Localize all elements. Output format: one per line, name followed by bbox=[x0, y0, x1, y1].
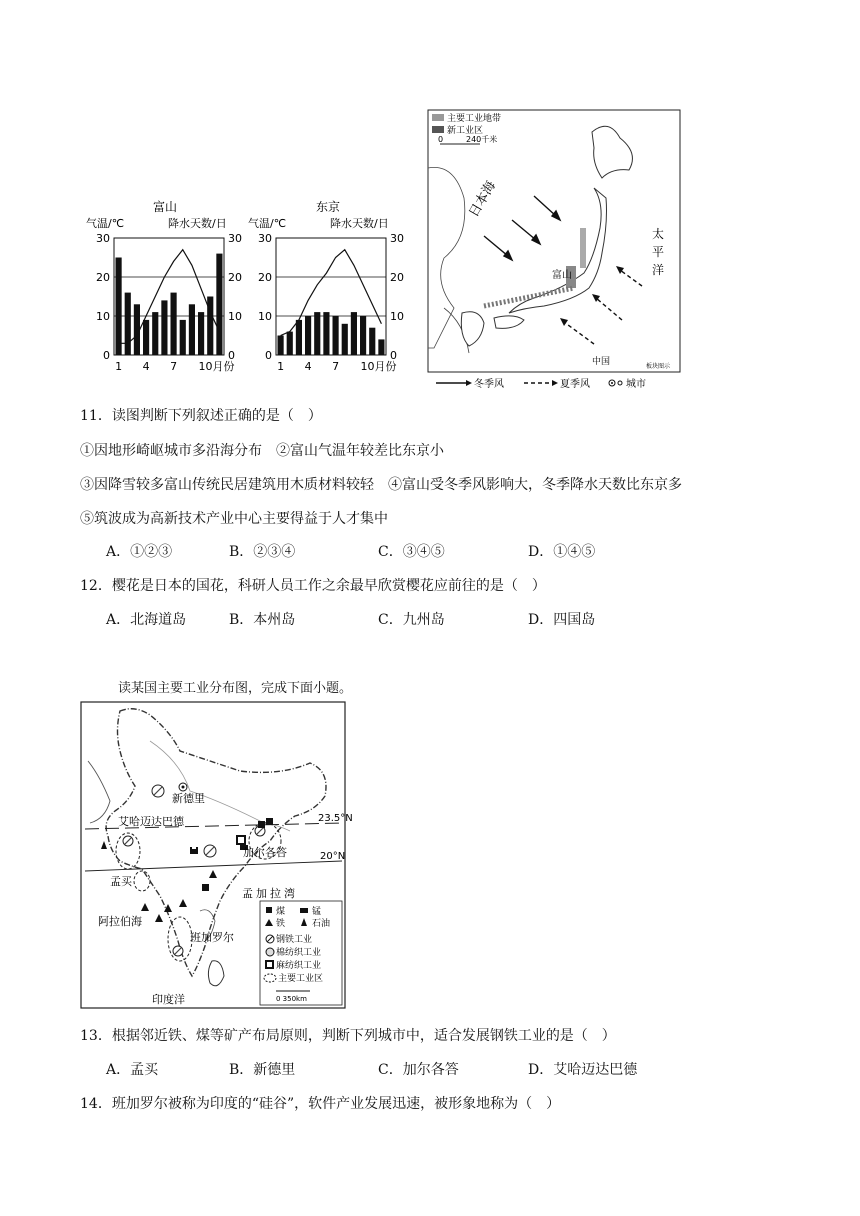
q12-option-b[interactable]: B．本州岛 bbox=[229, 612, 296, 628]
china-label: 中国 bbox=[592, 357, 611, 367]
label-mumbai: 孟买 bbox=[110, 875, 132, 888]
climate-charts bbox=[80, 195, 410, 380]
lat-20: 20°N bbox=[320, 851, 346, 862]
fushan-tick-right: 0 bbox=[228, 349, 235, 362]
tokyo-month-label: 1 bbox=[277, 360, 285, 373]
fushan-month-label: 10月份 bbox=[198, 360, 235, 373]
legend-iron: 铁 bbox=[276, 919, 286, 929]
q11-statement-1: ①因地形崎岖城市多沿海分布 ②富山气温年较差比东京小 bbox=[80, 443, 444, 459]
tokyo-tick-right: 30 bbox=[390, 232, 404, 245]
label-ahmedabad: 艾哈迈达巴德 bbox=[118, 815, 184, 828]
q11-option-d[interactable]: D．①④⑤ bbox=[528, 544, 596, 560]
q13-option-b[interactable]: B．新德里 bbox=[229, 1062, 296, 1078]
legend-industrial-belt: 主要工业地带 bbox=[447, 114, 502, 124]
tokyo-rain-bar bbox=[305, 316, 311, 355]
fushan-ylabel-left: 气温/℃ bbox=[86, 217, 125, 230]
city-label: 富山 bbox=[552, 270, 572, 281]
tokyo-tick-left: 30 bbox=[258, 232, 272, 245]
q13-stem: 13．根据邻近铁、煤等矿产布局原则，判断下列城市中，适合发展钢铁工业的是（ ） bbox=[80, 1028, 616, 1044]
fushan-tick-left: 20 bbox=[96, 271, 110, 284]
tokyo-month-label: 10月份 bbox=[360, 360, 397, 373]
legend-coal: 煤 bbox=[276, 907, 286, 917]
tokyo-tick-right: 10 bbox=[390, 310, 404, 323]
tokyo-month-label: 4 bbox=[304, 360, 312, 373]
fushan-rain-bar bbox=[161, 300, 167, 355]
legend-city: 城市 bbox=[626, 379, 646, 390]
q11-option-c[interactable]: C．③④⑤ bbox=[378, 544, 445, 560]
tokyo-title: 东京 bbox=[315, 200, 341, 214]
fushan-tick-left: 0 bbox=[103, 349, 110, 362]
corner-note: 板块图示 bbox=[646, 363, 671, 370]
q12-stem: 12．樱花是日本的国花，科研人员工作之余最早欣赏樱花应前往的是（ ） bbox=[80, 578, 546, 594]
fushan-rain-bar bbox=[198, 312, 204, 355]
tokyo-tick-right: 0 bbox=[390, 349, 397, 362]
tokyo-tick-left: 20 bbox=[258, 271, 272, 284]
fushan-rain-bar bbox=[152, 312, 158, 355]
q11-option-b[interactable]: B．②③④ bbox=[229, 544, 296, 560]
fushan-tick-left: 30 bbox=[96, 232, 110, 245]
q12-option-a[interactable]: A．北海道岛 bbox=[106, 612, 187, 628]
q12-option-c[interactable]: C．九州岛 bbox=[378, 612, 445, 628]
q12-option-d[interactable]: D．四国岛 bbox=[528, 612, 596, 628]
tokyo-rain-bar bbox=[278, 336, 284, 356]
tokyo-month-label: 7 bbox=[332, 360, 340, 373]
tokyo-rain-bar bbox=[360, 316, 366, 355]
tokyo-rain-bar bbox=[333, 316, 339, 355]
section-intro: 读某国主要工业分布图，完成下面小题。 bbox=[118, 681, 353, 696]
fushan-rain-bar bbox=[171, 293, 177, 355]
tokyo-rain-bar bbox=[369, 328, 375, 355]
tokyo-rain-bar bbox=[287, 332, 293, 355]
tokyo-rain-bar bbox=[323, 312, 329, 355]
legend-zone: 主要工业区 bbox=[278, 974, 324, 984]
fushan-title: 富山 bbox=[152, 200, 178, 214]
q13-option-a[interactable]: A．孟买 bbox=[106, 1062, 159, 1078]
legend-oil: 石油 bbox=[312, 919, 331, 929]
fushan-tick-right: 10 bbox=[228, 310, 242, 323]
fushan-tick-left: 10 bbox=[96, 310, 110, 323]
legend-cotton: 棉纺织工业 bbox=[276, 948, 322, 958]
fushan-month-label: 4 bbox=[142, 360, 150, 373]
tokyo-temp-line bbox=[281, 250, 382, 336]
tokyo-chart bbox=[258, 232, 404, 373]
legend-scale: 0 350km bbox=[276, 995, 307, 1003]
fushan-rain-bar bbox=[116, 258, 122, 356]
tokyo-rain-bar bbox=[314, 312, 320, 355]
label-arabian-sea: 阿拉伯海 bbox=[98, 915, 142, 928]
ocean-label-3: 洋 bbox=[652, 263, 665, 277]
fushan-ylabel-right: 降水天数/日 bbox=[168, 217, 227, 230]
legend-jute: 麻纺织工业 bbox=[276, 961, 322, 971]
tokyo-rain-bar bbox=[296, 320, 302, 355]
q13-option-c[interactable]: C．加尔各答 bbox=[378, 1062, 459, 1078]
tokyo-tick-left: 0 bbox=[265, 349, 272, 362]
q11-option-a[interactable]: A．①②③ bbox=[106, 544, 173, 560]
fushan-tick-right: 30 bbox=[228, 232, 242, 245]
label-indian-ocean: 印度洋 bbox=[152, 993, 185, 1006]
fushan-tick-right: 20 bbox=[228, 271, 242, 284]
scale-zero: 0 bbox=[438, 135, 444, 144]
ocean-label-2: 平 bbox=[652, 245, 665, 259]
india-map bbox=[80, 701, 353, 1011]
fushan-rain-bar bbox=[216, 254, 222, 355]
tokyo-rain-bar bbox=[378, 339, 384, 355]
q13-option-d[interactable]: D．艾哈迈达巴德 bbox=[528, 1062, 638, 1078]
fushan-rain-bar bbox=[143, 320, 149, 355]
japan-map bbox=[424, 108, 684, 396]
fushan-rain-bar bbox=[180, 320, 186, 355]
lat-23: 23.5°N bbox=[318, 813, 353, 824]
label-new-delhi: 新德里 bbox=[172, 792, 205, 805]
fushan-month-label: 7 bbox=[170, 360, 178, 373]
tokyo-ylabel-right: 降水天数/日 bbox=[330, 217, 389, 230]
fushan-chart bbox=[96, 232, 242, 373]
fushan-month-label: 1 bbox=[115, 360, 123, 373]
tokyo-tick-right: 20 bbox=[390, 271, 404, 284]
ocean-label-1: 太 bbox=[652, 227, 665, 241]
legend-winter: 冬季风 bbox=[474, 379, 504, 390]
q11-stem: 11．读图判断下列叙述正确的是（ ） bbox=[80, 408, 322, 424]
sea-label: 日本海 bbox=[466, 178, 499, 220]
q11-statement-2: ③因降雪较多富山传统民居建筑用木质材料较轻 ④富山受冬季风影响大，冬季降水天数比东京多 bbox=[80, 477, 682, 493]
label-bangalore: 班加罗尔 bbox=[190, 931, 234, 944]
fushan-rain-bar bbox=[125, 293, 131, 355]
q11-statement-3: ⑤筑波成为高新技术产业中心主要得益于人才集中 bbox=[80, 511, 388, 527]
legend-manganese: 锰 bbox=[312, 907, 322, 917]
legend-new-zone: 新工业区 bbox=[447, 126, 484, 136]
label-bay: 孟加拉湾 bbox=[242, 887, 298, 900]
q14-stem: 14．班加罗尔被称为印度的“硅谷”，软件产业发展迅速，被形象地称为（ ） bbox=[80, 1096, 561, 1112]
scale-value: 240千米 bbox=[466, 135, 498, 144]
label-kolkata: 加尔各答 bbox=[243, 846, 287, 859]
tokyo-ylabel-left: 气温/℃ bbox=[248, 217, 287, 230]
fushan-rain-bar bbox=[189, 304, 195, 355]
tokyo-tick-left: 10 bbox=[258, 310, 272, 323]
fushan-temp-line bbox=[119, 250, 220, 344]
tokyo-rain-bar bbox=[342, 324, 348, 355]
legend-steel: 钢铁工业 bbox=[276, 935, 313, 945]
tokyo-rain-bar bbox=[351, 312, 357, 355]
legend-summer: 夏季风 bbox=[560, 379, 590, 390]
